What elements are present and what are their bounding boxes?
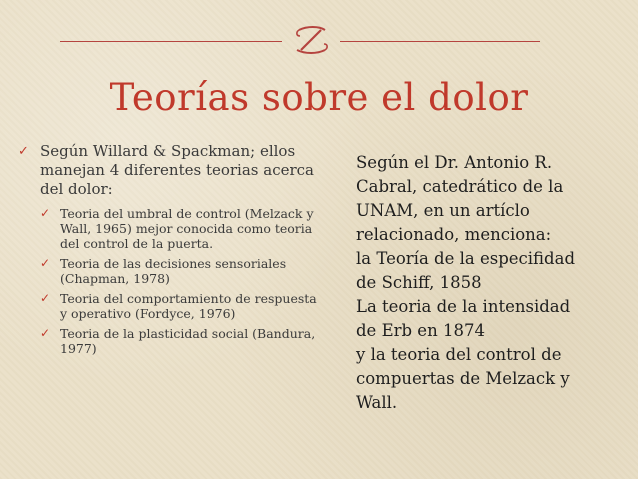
list-item-text: Teoria de la plasticidad social (Bandura, 1977) [60, 326, 316, 356]
divider-right [340, 41, 540, 42]
right-text-line: de Erb en 1874 [356, 321, 485, 340]
pen-nib-icon: ✓ [40, 206, 51, 220]
slide-title: Teorías sobre el dolor [109, 76, 529, 119]
theory-list [18, 206, 318, 356]
right-text-line: compuertas de Melzack y [356, 369, 570, 388]
pen-nib-icon: ✓ [40, 326, 51, 340]
right-text-line: la Teoría de la especifidad [356, 249, 576, 268]
intro-bullet [18, 142, 318, 199]
right-text-line: La teoria de la intensidad [356, 297, 571, 316]
list-item-text: Teoria del comportamiento de respuesta y operativo (Fordyce, 1976) [60, 291, 317, 321]
intro-text: Según Willard & Spackman; ellos manejan 4 diferentes teorias acerca del dolor: [40, 142, 314, 198]
left-column [18, 142, 318, 361]
list-item [40, 206, 318, 251]
list-item-text: Teoria del umbral de control (Melzack y Wall, 1965) mejor conocida como teoria del control de la puerta. [60, 206, 314, 251]
right-text-line: relacionado, menciona: [356, 225, 552, 244]
list-item [40, 291, 318, 321]
list-item-text: Teoria de las decisiones sensoriales (Chapman, 1978) [60, 256, 287, 286]
right-text-line: Wall. [356, 393, 398, 412]
right-text-line: y la teoria del control de [356, 345, 562, 364]
list-item [40, 256, 318, 286]
right-text-line: Según el Dr. Antonio R. [356, 153, 553, 172]
pen-nib-icon: ✓ [18, 144, 29, 159]
divider-left [60, 41, 282, 42]
list-item [40, 326, 318, 356]
pen-nib-icon: ✓ [40, 256, 51, 270]
right-text-line: UNAM, en un artíclo [356, 201, 530, 220]
right-text-line: Cabral, catedrático de la [356, 177, 564, 196]
pen-nib-icon: ✓ [40, 291, 51, 305]
right-column [356, 151, 634, 415]
right-text-line: de Schiff, 1858 [356, 273, 482, 292]
flourish-icon [291, 24, 331, 56]
